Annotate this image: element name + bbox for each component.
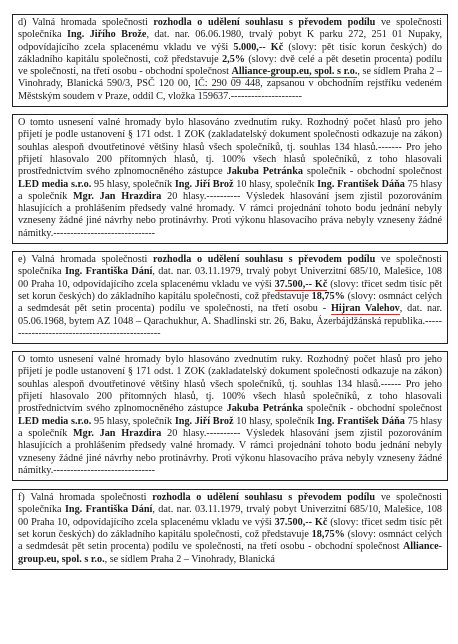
resolution-d-text: d) Valná hromada společnosti rozhodla o udělení souhlasu s převodem podílu ve společnosti společníka Ing. Jiřího Brože, dat. nar. 06.06.1980, trvalý pobyt K parku 272, 251 01 Nupaky, odpovídajícího zcela splacenému vkladu ve výši 5.000,-- Kč (slovy: pět tisíc korun českých) do základního kapitálu společnosti, což představuje 2,5% (slovy: dvě celé a pět desetin procenta) podílu ve společnosti, na třetí osobu - obchodní společnost Alliance-group.eu, spol. s r.o., se sídlem Praha 2 – Vinohrady, Blanická 590/3, PSČ 120 00, IČ: 290 09 448, zapsanou v obchodním rejstříku vedeném Městským soudem v Praze, oddíl C, vložka 159637.---------------------: [18, 17, 443, 102]
company-underlined: Alliance-group.eu, spol. s r.o.: [231, 66, 358, 78]
vote-e-text: O tomto usnesení valné hromady bylo hlasováno zvednutím ruky. Rozhodný počet hlasů pro jeho přijetí je podle ustanovení § 171 odst. 1 ZOK (zakladatelský dokument společnosti odkazuje na zákon) souhlas alespoň dvoutřetinové většiny hlasů všech společníků, tj. souhlas 134 hlasů.------ Pro jeho přijetí hlasovalo 200 přítomných hlasů, tj. 100% všech hlasů společníků, z toho hlasovali prostřednictvím svého zplnomocněného zástupce Jakuba Petránka společník - obchodní společnost LED media s.r.o. 95 hlasy, společník Ing. Jiří Brož 10 hlasy, společník Ing. František Dáňa 75 hlasy a společník Mgr. Jan Hrazdira 20 hlasy.---------- Výsledek hlasování jsem zjistil pozorováním hlasujících a prohlášením předsedy valné hromady. V rámci projednání tohoto bodu jednání nebyly vzneseny žádné jiné návrhy nebo protinávrhy. Proti výkonu hlasovacího práva nebyly vzneseny žádné námitky.------------------------------: [18, 354, 443, 476]
vote-d: [12, 114, 448, 244]
amount-e-underlined: 37.500,-- Kč: [274, 278, 328, 290]
resolution-e-text: e) Valná hromada společnosti rozhodla o udělení souhlasu s převodem podílu ve společnosti společníka Ing. Františka Dání, dat. nar. 03.11.1979, trvalý pobyt Univerzitní 685/10, Malešice, 108 00 Praha 10, odpovídajícího zcela splacenému vkladu ve výši 37.500,-- Kč (slovy: třicet sedm tisíc pět set korun českých) do základního kapitálu společnosti, což představuje 18,75% (slovy: osmnáct celých a sedmdesát pět setin procenta) podílu ve společnosti, na třetí osobu - Hijran Valehov, dat. nar. 05.06.1968, bytem AZ 1048 – Qarachukhur, A. Shadlinski str. 26, Baku, Ázerbájdžánská republika.-----------------------------------------------: [18, 254, 443, 339]
vote-d-text: O tomto usnesení valné hromady bylo hlasováno zvednutím ruky. Rozhodný počet hlasů pro jeho přijetí je podle ustanovení § 171 odst. 1 ZOK (zakladatelský dokument společnosti odkazuje na zákon) souhlas alespoň dvoutřetinové většiny hlasů všech společníků, tj. souhlas 134 hlasů.------- Pro jeho přijetí hlasovalo 200 přítomných hlasů, tj. 100% všech hlasů společníků, z toho hlasovali prostřednictvím svého zplnomocněného zástupce Jakuba Petránka společník - obchodní společnost LED media s.r.o. 95 hlasy, společník Ing. Jiří Brož 10 hlasy, společník Ing. František Dáňa 75 hlasy a společník Mgr. Jan Hrazdira 20 hlasy.---------- Výsledek hlasování jsem zjistil pozorováním hlasujících a prohlášením předsedy valné hromady. V rámci projednání tohoto bodu jednání nebyly vzneseny žádné jiné návrhy nebo protinávrhy. Proti výkonu hlasovacího práva nebyly vzneseny žádné námitky.------------------------------: [18, 117, 443, 239]
resolution-f-text: f) Valná hromada společnosti rozhodla o udělení souhlasu s převodem podílu ve společnosti společníka Ing. Františka Dání, dat. nar. 03.11.1979, trvalý pobyt Univerzitní 685/10, Malešice, 108 00 Praha 10, odpovídajícího zcela splacenému vkladu ve výši 37.500,-- Kč (slovy: třicet sedm tisíc pět set korun českých) do základního kapitálu společnosti, což představuje 18,75% (slovy: osmnáct celých a sedmdesát pět setin procenta) podílu ve společnosti, na třetí osobu - obchodní společnost Alliance-group.eu, spol. s r.o., se sídlem Praha 2 – Vinohrady, Blanická: [18, 492, 443, 565]
vote-e: [12, 351, 448, 481]
amount-d: 5.000,-- Kč: [233, 41, 284, 53]
resolution-f: [12, 489, 448, 570]
resolution-e: [12, 251, 448, 344]
person-underlined: Hijran Valehov: [330, 303, 400, 315]
ic-underlined: IČ: 290 09 448: [194, 78, 261, 90]
resolution-d: [12, 14, 448, 107]
